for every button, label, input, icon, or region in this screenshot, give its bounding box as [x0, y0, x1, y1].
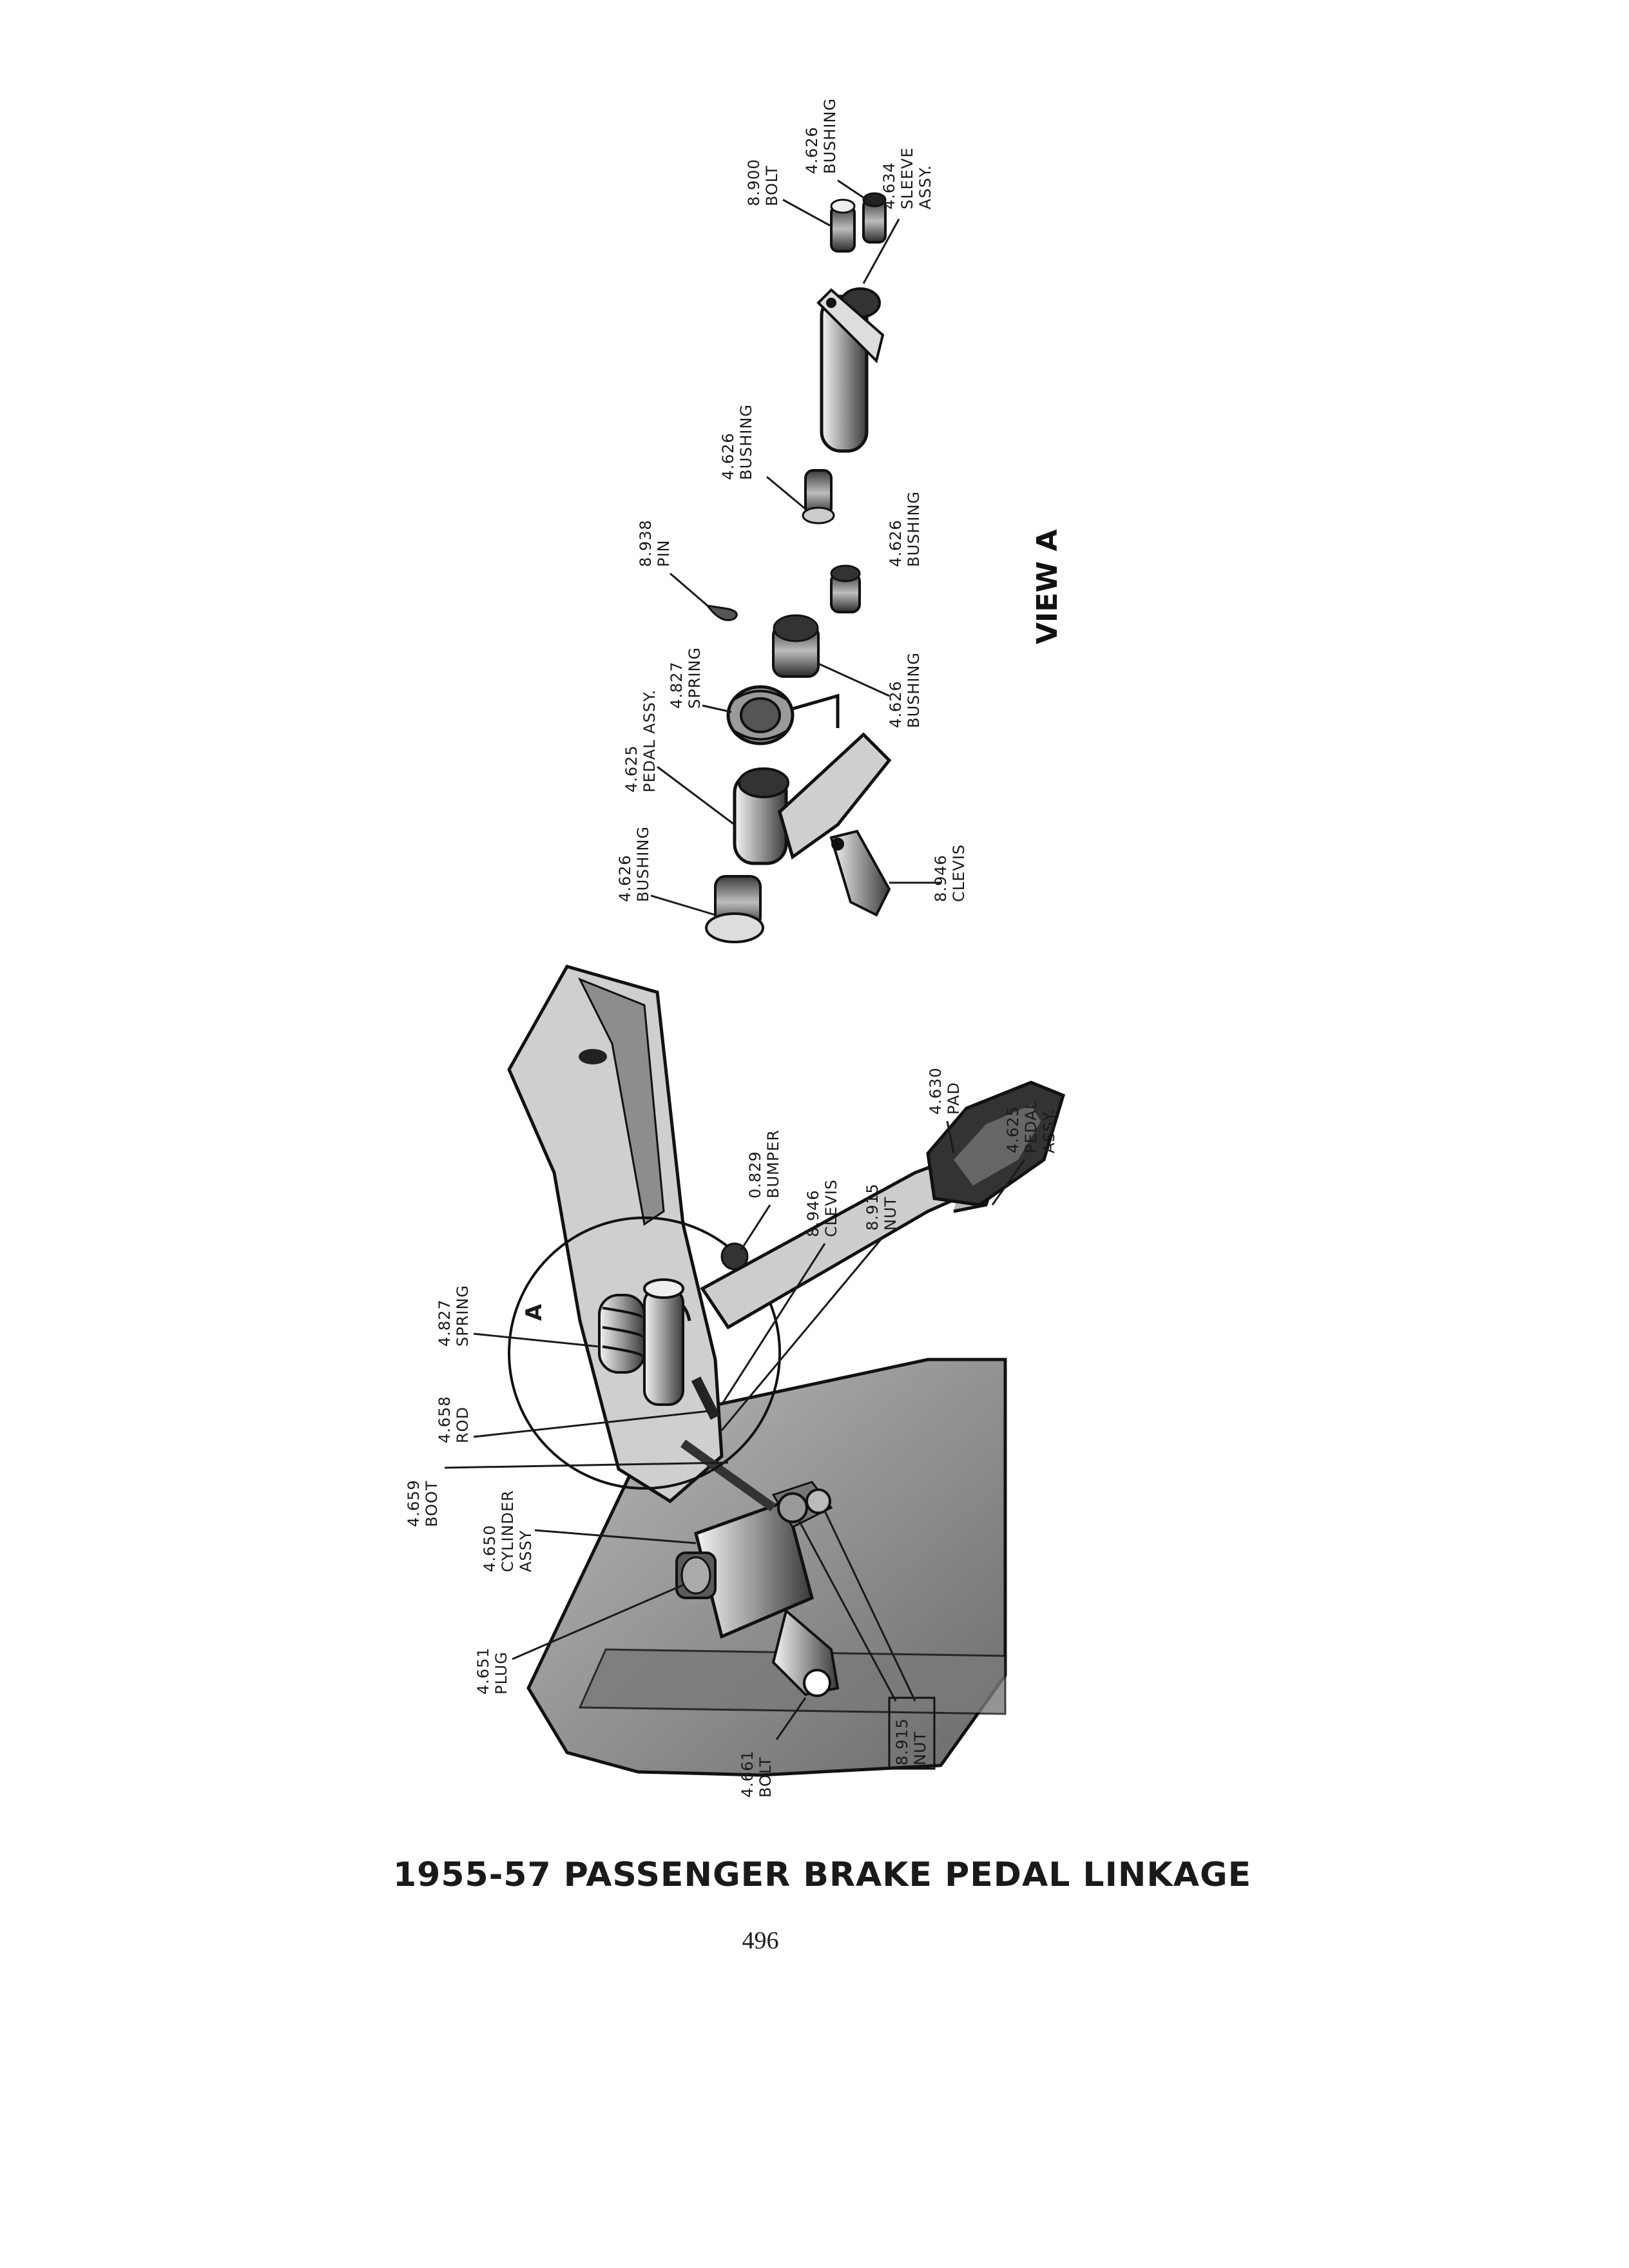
callout-a-bushing-top	[803, 98, 867, 200]
view-a-exploded	[706, 193, 889, 942]
callout-a-spring	[668, 647, 731, 712]
svg-text:8.900 BOLT: 8.900 BOLT	[745, 159, 781, 206]
svg-text:8.946 CLEVIS: 8.946 CLEVIS	[804, 1178, 840, 1237]
callout-a-clevis	[889, 844, 968, 902]
svg-text:4.650 CYLINDER: 4.650 CYLINDER ASSY	[481, 1490, 535, 1572]
view-a-sleeve-assy	[818, 289, 883, 451]
svg-text:4.626 BUSHING: 4.626 BUSHING	[887, 491, 923, 567]
main-assembly	[509, 966, 1063, 1775]
svg-text:4.827 SPRING: 4.827 SPRING	[436, 1284, 472, 1347]
svg-text:4.661 BOLT: 4.661 BOLT	[738, 1750, 775, 1798]
svg-text:4.634 SLEEVE A: 4.634 SLEEVE ASSY.	[880, 147, 934, 209]
view-a-bushing-mid	[803, 470, 834, 523]
svg-text:8.915 NUT: 8.915 NUT	[863, 1183, 900, 1231]
view-a-spring	[728, 687, 838, 744]
svg-text:8.946 CLEVIS: 8.946 CLEVIS	[932, 843, 968, 902]
svg-text:4.626 BUSHING: 4.626 BUSHING	[616, 826, 652, 902]
page-number: 496	[742, 1927, 779, 1954]
view-a-bushing-bottom	[706, 876, 763, 942]
detail-a-marker: A	[521, 1303, 547, 1321]
svg-text:8.938 PIN: 8.938 PIN	[637, 519, 673, 567]
page-title: 1955-57 PASSENGER BRAKE PEDAL LINKAGE	[393, 1856, 1252, 1894]
svg-text:8.915 NUT: 8.915 NUT	[893, 1718, 929, 1765]
svg-text:4.626 BUSHING: 4.626 BUSHING	[803, 98, 839, 174]
svg-text:4.625 PEDAL AS: 4.625 PEDAL ASSY.	[1004, 1100, 1058, 1153]
svg-text:4.659 BOOT: 4.659 BOOT	[405, 1479, 441, 1527]
callout-a-bushing-right	[887, 491, 923, 567]
view-a-pin	[708, 606, 737, 620]
callout-a-pin	[637, 514, 708, 606]
svg-text:4.625 PEDAL ASSY.: 4.625 PEDAL ASSY.	[622, 689, 659, 793]
svg-text:4.630 PAD: 4.630 PAD	[927, 1067, 963, 1115]
svg-text:4.626 BUSHING: 4.626 BUSHING	[887, 652, 923, 728]
svg-text:4.626 BUSHING: 4.626 BUSHING	[719, 404, 755, 480]
view-a-bushing-right	[831, 566, 860, 612]
svg-text:4.658 ROD: 4.658 ROD	[436, 1396, 472, 1443]
view-a-label: VIEW A	[1031, 529, 1064, 644]
callout-main-bumper	[741, 1129, 782, 1250]
callout-a-bushing-bottom	[616, 826, 715, 915]
svg-text:0.829 BUMPER: 0.829 BUMPER	[746, 1129, 782, 1198]
view-a-clevis	[831, 831, 889, 915]
svg-text:4.651 PLUG: 4.651 PLUG	[474, 1647, 510, 1695]
callout-a-bushing-mid	[719, 404, 805, 509]
callout-a-bushing-large	[818, 652, 923, 728]
view-a-bolt	[831, 200, 854, 251]
view-a-bushing-large	[773, 615, 818, 677]
svg-text:4.827 SPRING: 4.827 SPRING	[668, 646, 704, 709]
view-a-pedal-assy	[735, 735, 889, 863]
